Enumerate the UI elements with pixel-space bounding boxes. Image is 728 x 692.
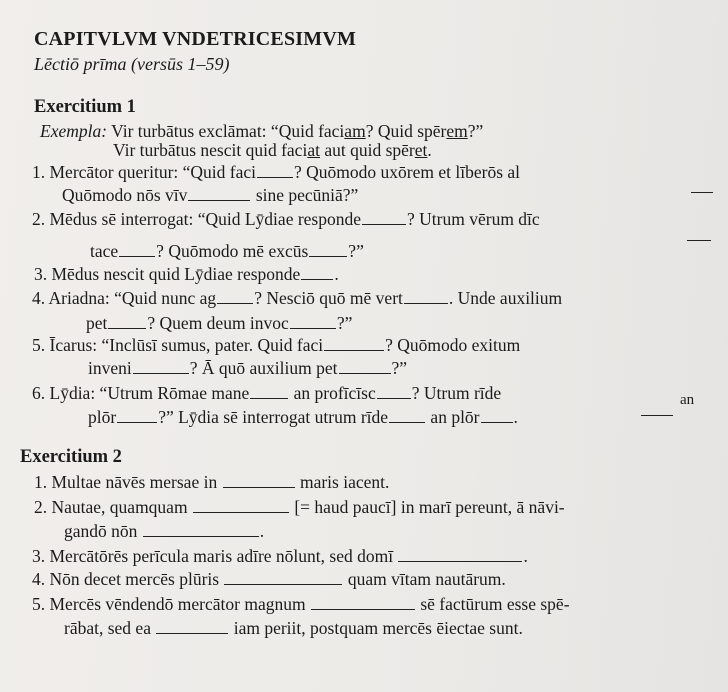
answer-blank[interactable] [404,289,448,304]
answer-blank[interactable] [224,570,342,585]
answer-blank[interactable] [223,473,295,488]
answer-blank[interactable] [311,595,415,610]
ex1-item-6a: 6. Lȳdia: “Utrum Rōmae mane an profīcīsc ? Utrum rīde [32,383,502,403]
ex2-item-1: 1. Multae nāvēs mersae in maris iacent. [34,472,390,492]
ex2-item-2a: 2. Nautae, quamquam [= haud paucī] in marī pereunt, ā nāvi- [34,497,565,517]
answer-blank[interactable] [217,289,253,304]
answer-blank[interactable] [108,314,146,329]
answer-blank[interactable] [691,178,713,193]
ex2-item-5b: rābat, sed ea iam periit, postquam mercēs ēiectae sunt. [64,618,523,638]
ex2-item-5a: 5. Mercēs vēndendō mercātor magnum sē factūrum esse spē- [32,594,570,614]
answer-blank[interactable] [193,498,289,513]
answer-blank[interactable] [641,401,673,416]
answer-blank[interactable] [362,210,406,225]
answer-blank[interactable] [156,619,228,634]
ex1-item-1a: 1. Mercātor queritur: “Quid faci ? Quōmodo uxōrem et līberōs al [32,162,521,182]
answer-blank[interactable] [290,314,336,329]
exercise-2-heading: Exercitium 2 [20,447,122,467]
answer-blank[interactable] [398,547,522,562]
exercise-1-heading: Exercitium 1 [34,97,136,117]
answer-blank[interactable] [481,408,513,423]
answer-blank[interactable] [301,265,333,280]
ex2-item-4: 4. Nōn decet mercēs plūris quam vītam nautārum. [32,569,506,589]
ex1-item-2b: tace ? Quōmodo mē excūs ?” [90,241,364,261]
lectio-subtitle: Lēctiō prīma (versūs 1–59) [34,54,230,74]
ex1-item-6a-tail: an [680,392,695,408]
answer-blank[interactable] [143,522,259,537]
answer-blank[interactable] [324,336,384,351]
ex1-item-4b: pet ? Quem deum invoc ?” [86,313,353,333]
answer-blank[interactable] [257,163,293,178]
ex1-item-4a: 4. Ariadna: “Quid nunc ag ? Nesciō quō mē vert . Unde auxilium [32,288,563,308]
answer-blank[interactable] [309,242,347,257]
ex1-item-2a: 2. Mēdus sē interrogat: “Quid Lȳdiae responde ? Utrum vērum dīc [32,209,540,229]
answer-blank[interactable] [250,384,288,399]
answer-blank[interactable] [133,359,189,374]
ex2-item-3: 3. Mercātōrēs perīcula maris adīre nōlunt, sed domī . [32,546,528,566]
ex2-item-2b: gandō nōn . [64,521,265,541]
answer-blank[interactable] [188,186,250,201]
answer-blank[interactable] [377,384,411,399]
ex1-item-1b: Quōmodo nōs vīv sine pecūniā?” [62,185,359,205]
exempla-line-a: Exempla: Vir turbātus exclāmat: “Quid faciam? Quid spērem?” [40,121,484,141]
ex1-item-5a: 5. Īcarus: “Inclūsī sumus, pater. Quid faci ? Quōmodo exitum [32,335,521,355]
answer-blank[interactable] [339,359,391,374]
ex1-item-6b: plōr ?” Lȳdia sē interrogat utrum rīde an plōr . [88,407,518,427]
answer-blank[interactable] [687,226,711,241]
ex1-item-5b: inveni ? Ā quō auxilium pet ?” [88,358,408,378]
exempla-label: Exempla: [40,121,108,141]
answer-blank[interactable] [119,242,155,257]
answer-blank[interactable] [389,408,425,423]
answer-blank[interactable] [117,408,157,423]
exempla-line-b: Vir turbātus nescit quid faciat aut quid spēret. [113,140,432,160]
chapter-title: CAPITVLVM VNDETRICESIMVM [34,28,357,50]
ex1-item-3: 3. Mēdus nescit quid Lȳdiae responde . [34,264,339,284]
